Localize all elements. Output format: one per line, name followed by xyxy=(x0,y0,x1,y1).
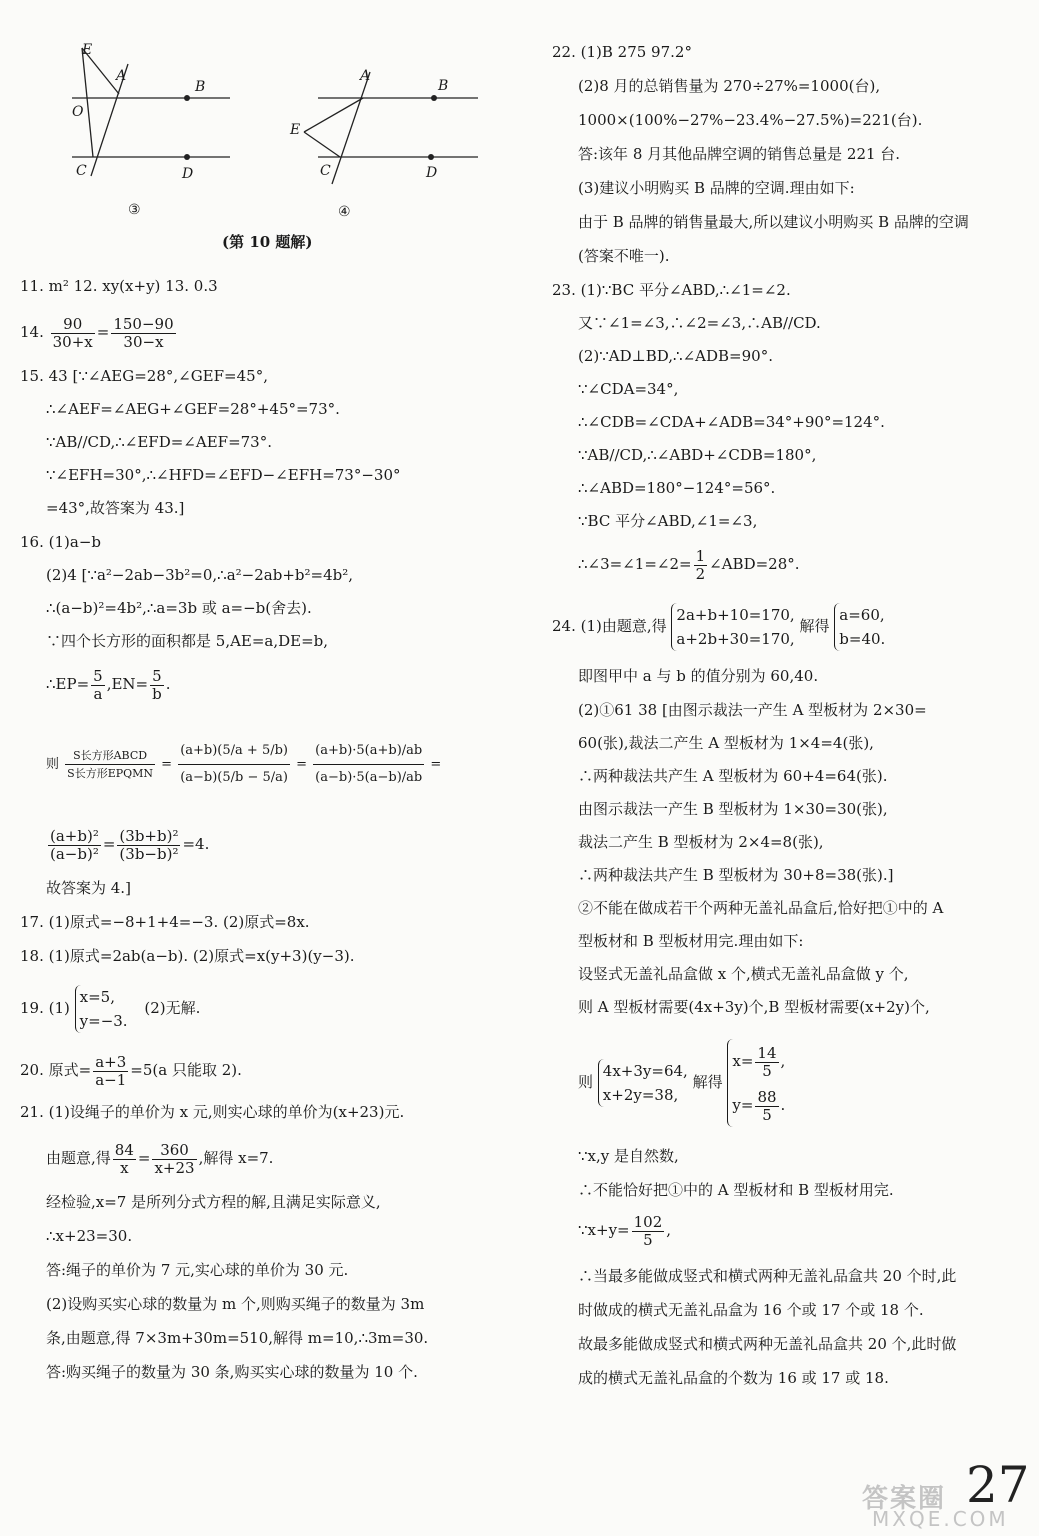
answer-16-line8: 故答案为 4.] xyxy=(46,879,131,897)
page-number: 27 xyxy=(966,1456,1030,1514)
answer-23-line8: ∵BC 平分∠ABD,∠1=∠3, xyxy=(578,512,758,530)
answer-24-line2: 即图甲中 a 与 b 的值分别为 60,40. xyxy=(578,667,819,685)
answer-24-line20: 成的横式无盖礼品盒的个数为 16 或 17 或 18. xyxy=(578,1369,889,1387)
watermark-logo: 答案圈 xyxy=(862,1484,947,1514)
answer-23-line9: ∴∠3=∠1=∠2= $\frac{1}{2}$ ∠ABD=28°. xyxy=(578,546,800,583)
answer-23-line3: (2)∵AD⊥BD,∴∠ADB=90°. xyxy=(578,347,773,365)
answer-23-line4: ∵∠CDA=34°, xyxy=(578,380,679,398)
answer-22-line7: (答案不唯一). xyxy=(578,247,670,265)
answer-24-line19: 故最多能做成竖式和横式两种无盖礼品盒共 20 个,此时做 xyxy=(578,1335,957,1353)
answer-24-line5: ∴两种裁法共产生 A 型板材为 60+4=64(张). xyxy=(578,767,888,785)
answer-15-line3: ∵AB//CD,∴∠EFD=∠AEF=73°. xyxy=(46,433,272,451)
label-C: C xyxy=(320,163,331,179)
answer-24-line6: 由图示裁法一产生 B 型板材为 1×30=30(张), xyxy=(578,800,888,818)
answer-22-line5: (3)建议小明购买 B 品牌的空调.理由如下: xyxy=(578,179,855,197)
answer-22-line4: 答:该年 8 月其他品牌空调的销售总量是 221 台. xyxy=(578,145,901,163)
answer-24-line1: 24. (1)由题意,得 2a+b+10=170, a+2b+30=170, 解得 a=60, b=40. xyxy=(552,598,885,654)
answer-24-line9: ②不能在做成若干个两种无盖礼品盒后,恰好把①中的 A xyxy=(578,899,944,917)
answer-22-line1: 22. (1)B 275 97.2° xyxy=(552,43,692,61)
label-E: E xyxy=(290,122,301,138)
answer-23-line2: 又∵∠1=∠3,∴∠2=∠3,∴AB//CD. xyxy=(578,314,821,332)
label-D: D xyxy=(426,165,438,181)
answer-16-line1: 16. (1)a−b xyxy=(20,533,101,551)
answer-11-13: 11. m² 12. xy(x+y) 13. 0.3 xyxy=(20,277,218,295)
label-D: D xyxy=(182,166,194,182)
answer-24-line14: ∵x,y 是自然数, xyxy=(578,1147,679,1165)
answer-16-line5: ∴EP= $\frac{5}{a}$ ,EN= $\frac{5}{b}$ . xyxy=(46,666,171,703)
answer-16-line4: ∵四个长方形的面积都是 5,AE=a,DE=b, xyxy=(46,632,329,650)
answer-23-line5: ∴∠CDB=∠CDA+∠ADB=34°+90°=124°. xyxy=(578,413,885,431)
answer-21-line8: 答:购买绳子的数量为 30 条,购买实心球的数量为 10 个. xyxy=(46,1363,418,1381)
answer-24-line12: 则 A 型板材需要(4x+3y)个,B 型板材需要(x+2y)个, xyxy=(578,998,930,1016)
label-B: B xyxy=(438,78,449,94)
answer-16-line3: ∴(a−b)²=4b²,∴a=3b 或 a=−b(舍去). xyxy=(46,599,312,617)
answer-23-line6: ∵AB//CD,∴∠ABD+∠CDB=180°, xyxy=(578,446,817,464)
answer-15-line2: ∴∠AEF=∠AEG+∠GEF=28°+45°=73°. xyxy=(46,400,340,418)
answer-16-line7: $\frac{\text{(a+b)²}}{\text{(a−b)²}}$ = $\frac{\text{(3b+b)²}}{\text{(3b−b)²}}$ =4. xyxy=(50,826,210,863)
answer-21-line2: 由题意,得 $\frac{84}{x}$ = $\frac{360}{x+23}$ ,解得 x=7. xyxy=(46,1140,274,1177)
answer-17: 17. (1)原式=−8+1+4=−3. (2)原式=8x. xyxy=(20,913,310,931)
answer-23-line1: 23. (1)∵BC 平分∠ABD,∴∠1=∠2. xyxy=(552,281,791,299)
answer-24-line7: 裁法二产生 B 型板材为 2×4=8(张), xyxy=(578,833,824,851)
label-O: O xyxy=(72,104,84,120)
label-A: A xyxy=(116,68,127,84)
figure-4-caption: ④ xyxy=(338,204,351,220)
answer-21-line6: (2)设购买实心球的数量为 m 个,则购买绳子的数量为 3m xyxy=(46,1295,425,1313)
answer-24-line4: 60(张),裁法二产生 A 型板材为 1×4=4(张), xyxy=(578,734,874,752)
answer-21-line7: 条,由题意,得 7×3m+30m=510,解得 m=10,∴3m=30. xyxy=(46,1329,429,1347)
answer-19: 19. (1) x=5, y=−3. (2)无解. xyxy=(20,980,200,1036)
answer-24-line13: 则 4x+3y=64, x+2y=38, 解得 x= $\frac{14}{5}$ , y= $\frac{88}{5}$ . xyxy=(578,1034,785,1130)
answer-22-line6: 由于 B 品牌的销售量最大,所以建议小明购买 B 品牌的空调 xyxy=(578,213,969,231)
watermark-url: MXQE.COM xyxy=(872,1507,1009,1531)
answer-24-line17: ∴当最多能做成竖式和横式两种无盖礼品盒共 20 个时,此 xyxy=(578,1267,957,1285)
answer-21-line4: ∴x+23=30. xyxy=(46,1227,133,1245)
answer-24-line11: 设竖式无盖礼品盒做 x 个,横式无盖礼品盒做 y 个, xyxy=(578,965,909,983)
answer-15-line4: ∵∠EFH=30°,∴∠HFD=∠EFD−∠EFH=73°−30° xyxy=(46,466,401,484)
figure-3-caption: ③ xyxy=(128,202,141,218)
figure-3 xyxy=(60,36,250,230)
label-A: A xyxy=(360,68,371,84)
answer-21-line3: 经检验,x=7 是所列分式方程的解,且满足实际意义, xyxy=(46,1193,381,1211)
answer-15-line1: 15. 43 [∵∠AEG=28°,∠GEF=45°, xyxy=(20,367,268,385)
answer-18: 18. (1)原式=2ab(a−b). (2)原式=x(y+3)(y−3). xyxy=(20,947,355,965)
answer-24-line3: (2)①61 38 [由图示裁法一产生 A 型板材为 2×30= xyxy=(578,701,927,719)
answer-16-line6: 则 $\frac{\text{S长方形ABCD}}{\text{S长方形EPQMN}}$ = $\frac{(a+b)(5/a + 5/b)}{(a-b)(5/b - 5/a)}$ = $\frac{(a+b)\cdot 5(a+b)/ab}{(a-b)\cdot 5(a-b)/ab}$ = xyxy=(46,730,441,800)
label-B: B xyxy=(195,79,206,95)
answer-24-line8: ∴两种裁法共产生 B 型板材为 30+8=38(张).] xyxy=(578,866,894,884)
answer-15-line5: =43°,故答案为 43.] xyxy=(46,499,185,517)
answer-24-line15: ∴不能恰好把①中的 A 型板材和 B 型板材用完. xyxy=(578,1181,894,1199)
figure-caption: (第 10 题解) xyxy=(222,233,313,251)
answer-16-line2: (2)4 [∵a²−2ab−3b²=0,∴a²−2ab+b²=4b², xyxy=(46,566,354,584)
answer-24-line10: 型板材和 B 型板材用完.理由如下: xyxy=(578,932,804,950)
answer-21-line5: 答:绳子的单价为 7 元,实心球的单价为 30 元. xyxy=(46,1261,349,1279)
answer-14: 14. $\frac{90}{30+x}$ = $\frac{150-90}{30-x}$ xyxy=(20,314,174,351)
answer-24-line18: 时做成的横式无盖礼品盒为 16 个或 17 个或 18 个. xyxy=(578,1301,924,1319)
figure-4 xyxy=(288,62,488,226)
answer-22-line3: 1000×(100%−27%−23.4%−27.5%)=221(台). xyxy=(578,111,923,129)
label-E: E xyxy=(82,42,93,58)
answer-21-line1: 21. (1)设绳子的单价为 x 元,则实心球的单价为(x+23)元. xyxy=(20,1103,405,1121)
answer-20: 20. 原式= $\frac{a+3}{a-1}$ =5(a 只能取 2). xyxy=(20,1052,242,1089)
answer-23-line7: ∴∠ABD=180°−124°=56°. xyxy=(578,479,776,497)
answer-22-line2: (2)8 月的总销售量为 270÷27%=1000(台), xyxy=(578,77,881,95)
answer-24-line16: ∵x+y= $\frac{102}{5}$ , xyxy=(578,1212,672,1249)
label-C: C xyxy=(76,163,87,179)
